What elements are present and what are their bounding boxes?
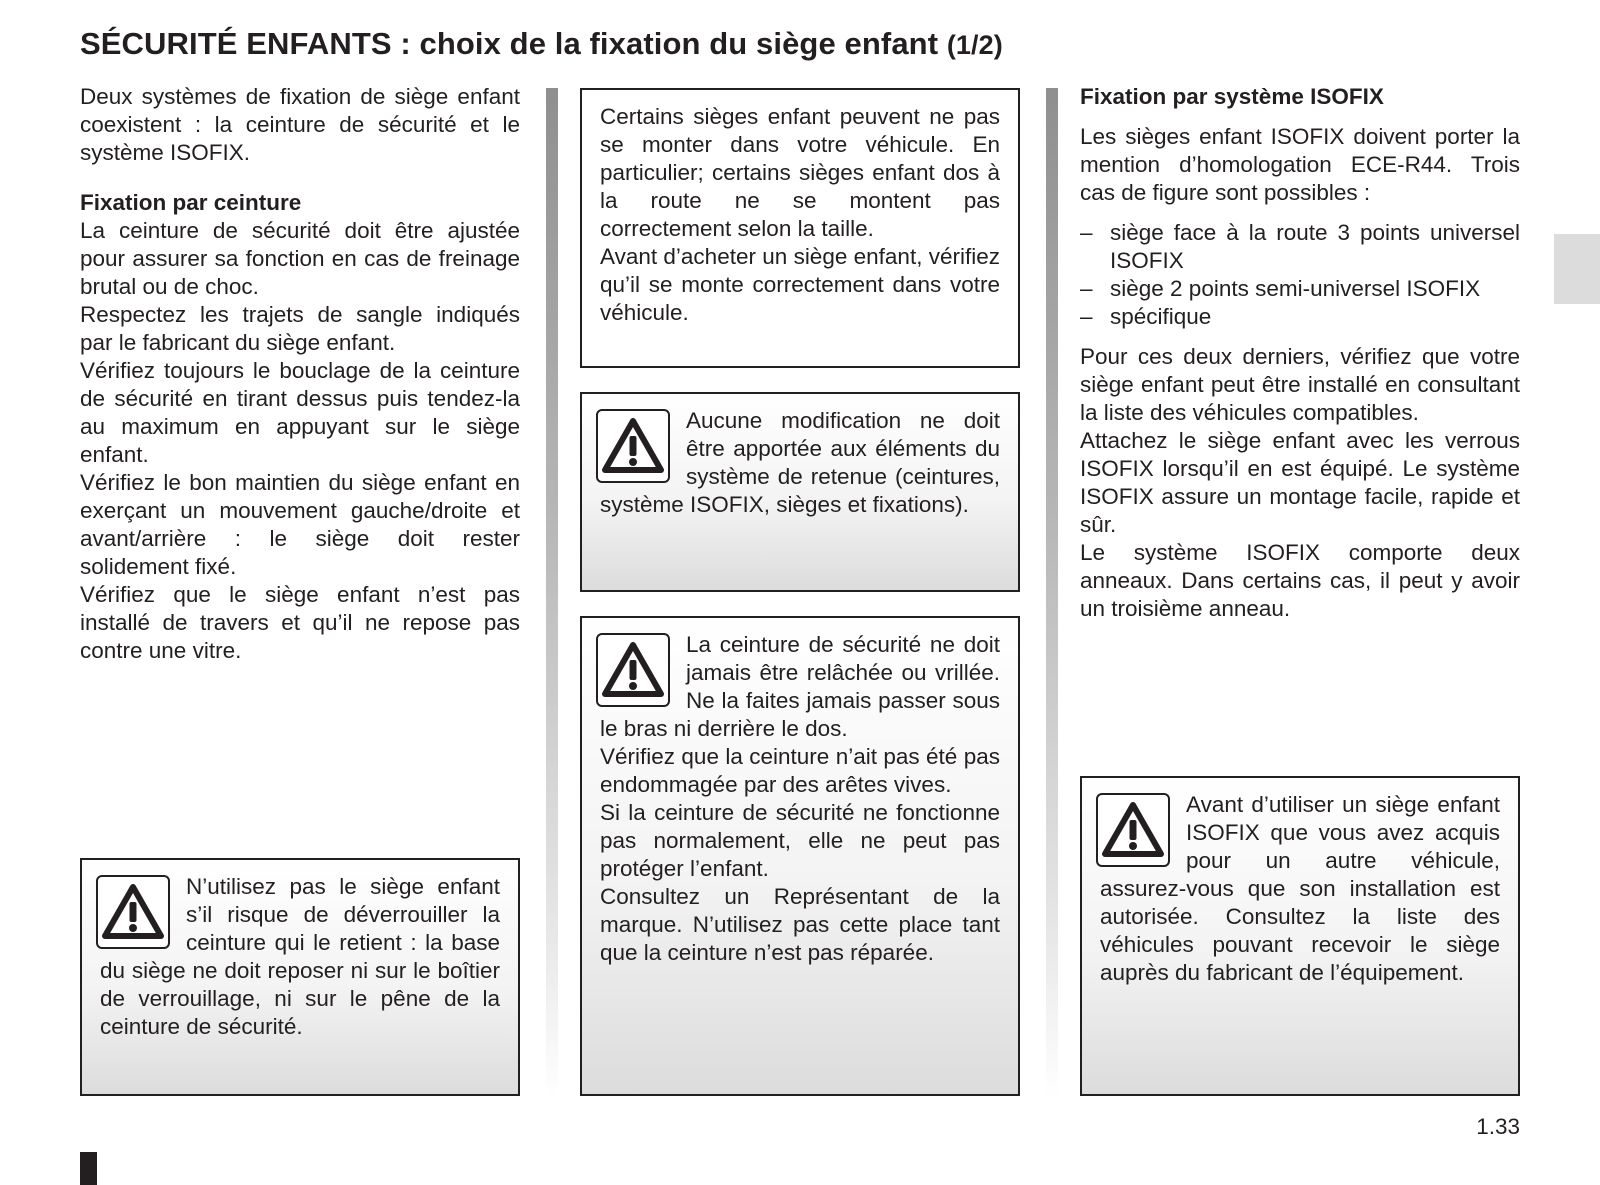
title-part: (1/2)	[946, 30, 1003, 60]
note-text: Certains sièges enfant peuvent ne pas se monter dans votre véhicule. En particulier; certains sièges enfant dos à la route ne se montent pas correctement selon la taille.	[600, 104, 1000, 241]
warning-text: Consultez un Représentant de la marque. N’utilisez pas cette place tant que la ceinture n’est pas réparée.	[600, 884, 1000, 965]
warning-triangle-icon	[596, 409, 670, 483]
warning-text: La ceinture de sécurité ne doit jamais être relâchée ou vrillée. Ne la faites jamais passer sous le bras ni derrière le dos.	[600, 632, 1000, 741]
note-text: Avant d’acheter un siège enfant, vérifiez qu’il se monte correctement dans votre véhicule.	[600, 244, 1000, 325]
warning-text: Vérifiez que la ceinture n’ait pas été pas endommagée par des arêtes vives.	[600, 744, 1000, 797]
section-heading-isofix: Fixation par système ISOFIX	[1080, 84, 1384, 109]
warning-triangle-icon	[96, 875, 170, 949]
warning-box	[80, 858, 520, 1096]
chapter-tab	[1554, 234, 1600, 304]
page-number: 1.33	[1476, 1114, 1520, 1139]
column-right	[1080, 83, 1520, 623]
warning-box	[1080, 776, 1520, 1096]
section-heading-belt: Fixation par ceinture	[80, 190, 302, 215]
title-main: SÉCURITÉ ENFANTS : choix de la fixation du siège enfant	[80, 26, 939, 61]
page-title	[80, 26, 1500, 62]
paragraph: La ceinture de sécurité doit être ajustée pour assurer sa fonction en cas de freinage brutal ou de choc.	[80, 218, 520, 299]
warning-text: Avant d’utiliser un siège enfant ISOFIX que vous avez acquis pour un autre véhicule, assurez-vous que son installation est autorisée. Consultez la liste des véhicules pouvant recevoir le siège auprès du fabricant de l’équipement.	[1100, 792, 1500, 985]
list-item: – spécifique	[1080, 304, 1212, 329]
list-item: – siège 2 points semi-universel ISOFIX	[1080, 276, 1481, 301]
intro-paragraph: Deux systèmes de fixation de siège enfant coexistent : la ceinture de sécurité et le système ISOFIX.	[80, 84, 520, 165]
page-edge-marker	[80, 1152, 97, 1185]
warning-text: Si la ceinture de sécurité ne fonctionne pas normalement, elle ne peut pas protéger l’enfant.	[600, 800, 1000, 881]
list-item: – siège face à la route 3 points universel ISOFIX	[1080, 220, 1520, 273]
paragraph: Le système ISOFIX comporte deux anneaux. Dans certains cas, il peut y avoir un troisième anneau.	[1080, 540, 1520, 621]
intro-paragraph: Les sièges enfant ISOFIX doivent porter la mention d’homologation ECE-R44. Trois cas de figure sont possibles :	[1080, 124, 1520, 205]
warning-box	[580, 616, 1020, 1096]
warning-box	[580, 392, 1020, 592]
column-divider	[1046, 88, 1058, 1098]
warning-triangle-icon	[596, 633, 670, 707]
paragraph: Vérifiez toujours le bouclage de la ceinture de sécurité en tirant dessus puis tendez-la au maximum en appuyant sur le siège enfant.	[80, 358, 520, 467]
note-box	[580, 88, 1020, 368]
column-divider	[546, 88, 558, 1098]
warning-text: N’utilisez pas le siège enfant s’il risque de déverrouiller la ceinture qui le retient : la base du siège ne doit reposer ni sur le boîtier de verrouillage, ni sur le pêne de la ceinture de sécurité.	[100, 874, 500, 1039]
column-left	[80, 83, 520, 665]
paragraph: Vérifiez le bon maintien du siège enfant en exerçant un mouvement gauche/droite et avant/arrière : le siège doit rester solidement fixé.	[80, 470, 520, 579]
isofix-cases-list	[1080, 219, 1520, 331]
warning-triangle-icon	[1096, 793, 1170, 867]
warning-text: Aucune modification ne doit être apportée aux éléments du système de retenue (ceintures, système ISOFIX, sièges et fixations).	[600, 408, 1000, 517]
paragraph: Vérifiez que le siège enfant n’est pas installé de travers et qu’il ne repose pas contre une vitre.	[80, 582, 520, 663]
paragraph: Respectez les trajets de sangle indiqués par le fabricant du siège enfant.	[80, 302, 520, 355]
paragraph: Pour ces deux derniers, vérifiez que votre siège enfant peut être installé en consultant la liste des véhicules compatibles.	[1080, 344, 1520, 425]
paragraph: Attachez le siège enfant avec les verrous ISOFIX lorsqu’il en est équipé. Le système ISOFIX assure un montage facile, rapide et sûr.	[1080, 428, 1520, 537]
